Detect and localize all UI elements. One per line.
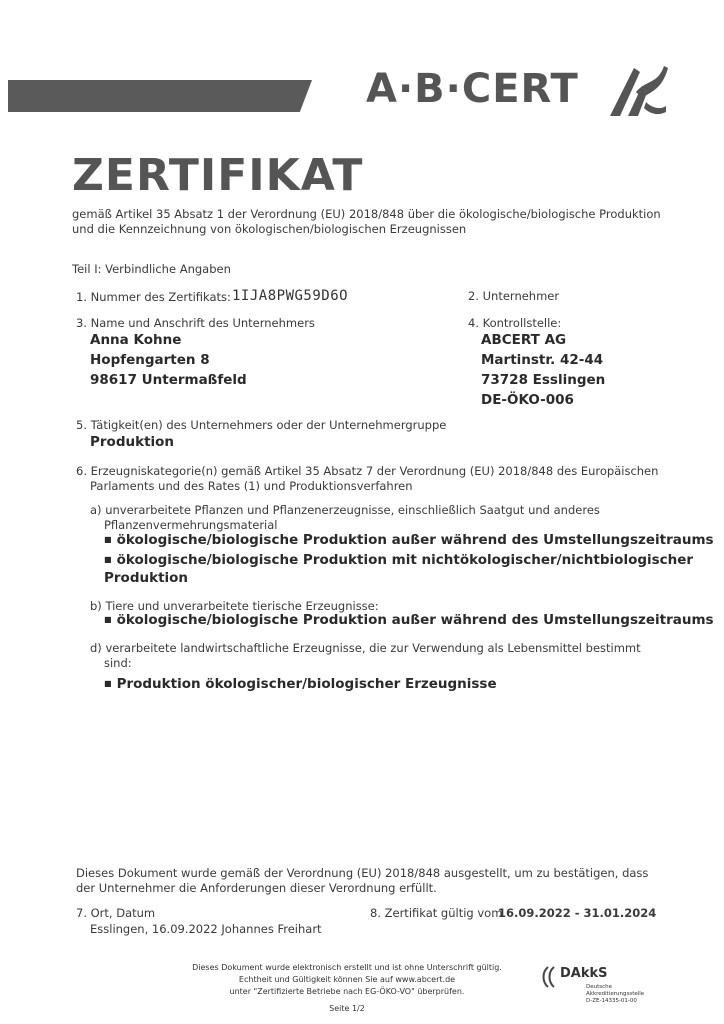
footer-line-3: unter "Zertifizierte Betriebe nach EG-ÖKO-VO" überprüfen.: [229, 987, 465, 996]
brand-name: A·B·CERT: [366, 66, 579, 112]
operator-name: Anna Kohne: [90, 332, 182, 348]
category-b-line-1: b) Tiere und unverarbeitete tierische Erzeugnisse:: [90, 599, 379, 613]
category-a-line-2: Pflanzenvermehrungsmaterial: [104, 518, 278, 532]
field-6-label-line-2: Parlaments und des Rates (1) und Produktionsverfahren: [90, 479, 413, 493]
category-a-bullet-2: ■ ökologische/biologische Produktion mit nichtökologischer/nichtbiologischer: [104, 550, 693, 570]
field-6-label-line-1: 6. Erzeugniskategorie(n) gemäß Artikel 35 Absatz 7 der Verordnung (EU) 2018/848 des Europäischen: [76, 464, 659, 478]
dakks-bracket-icon: [540, 966, 556, 988]
field-4-label: 4. Kontrollstelle:: [468, 316, 562, 330]
control-body-street: Martinstr. 42-44: [481, 352, 604, 368]
operator-street: Hopfengarten 8: [90, 352, 210, 368]
field-8-label: 8. Zertifikat gültig vom: [370, 906, 503, 920]
dakks-line-1: Deutsche: [586, 984, 613, 990]
control-body-code: DE-ÖKO-006: [481, 392, 574, 408]
page-number: Seite 1/2: [329, 1004, 365, 1013]
header-gray-bar: [8, 80, 312, 112]
activity-value: Produktion: [90, 434, 175, 450]
field-7-label: 7. Ort, Datum: [76, 906, 156, 920]
statement-line-2: der Unternehmer die Anforderungen dieser Verordnung erfüllt.: [76, 881, 437, 895]
field-2-label: 2. Unternehmer: [468, 289, 560, 303]
category-a-bullet-2-cont: Produktion: [104, 570, 189, 586]
statement-line-1: Dieses Dokument wurde gemäß der Verordnung (EU) 2018/848 ausgestellt, um zu bestätigen, dass: [76, 866, 649, 880]
part-label: Teil I: Verbindliche Angaben: [72, 262, 231, 276]
abcert-logo-icon: [606, 62, 670, 120]
dakks-line-3: D-ZE-14335-01-00: [586, 998, 637, 1004]
validity-period: 16.09.2022 - 31.01.2024: [498, 906, 657, 920]
place-date-signer: Esslingen, 16.09.2022 Johannes Freihart: [90, 922, 322, 936]
footer-line-1: Dieses Dokument wurde elektronisch erstellt und ist ohne Unterschrift gültig.: [192, 963, 502, 972]
page-title: ZERTIFIKAT: [72, 150, 364, 201]
category-b-bullet-1: ■ ökologische/biologische Produktion außer während des Umstellungszeitraums: [104, 610, 714, 630]
category-d-line-2: sind:: [104, 656, 132, 670]
field-1-label: 1. Nummer des Zertifikats:: [76, 290, 231, 304]
category-d-bullet-1: ■ Produktion ökologischer/biologischer Erzeugnisse: [104, 674, 497, 694]
subtitle-line-1: gemäß Artikel 35 Absatz 1 der Verordnung (EU) 2018/848 über die ökologische/biologische Produktion: [72, 207, 661, 221]
dakks-line-2: Akkreditierungsstelle: [586, 991, 645, 997]
dakks-name: DAkkS: [560, 966, 608, 981]
footer-line-2: Echtheit und Gültigkeit können Sie auf www.abcert.de: [238, 975, 456, 984]
field-5-label: 5. Tätigkeit(en) des Unternehmers oder der Unternehmergruppe: [76, 418, 447, 432]
field-3-label: 3. Name und Anschrift des Unternehmers: [76, 316, 315, 330]
subtitle-line-2: und die Kennzeichnung von ökologischen/biologischen Erzeugnissen: [72, 222, 467, 236]
control-body-city: 73728 Esslingen: [481, 372, 606, 388]
category-a-line-1: a) unverarbeitete Pflanzen und Pflanzenerzeugnisse, einschließlich Saatgut und anderes: [90, 503, 600, 517]
operator-city: 98617 Untermaßfeld: [90, 372, 247, 388]
control-body-name: ABCERT AG: [481, 332, 567, 348]
certificate-number: 1IJA8PWG59D6O: [232, 288, 349, 304]
category-a-bullet-1: ■ ökologische/biologische Produktion außer während des Umstellungszeitraums: [104, 530, 714, 550]
category-d-line-1: d) verarbeitete landwirtschaftliche Erzeugnisse, die zur Verwendung als Lebensmittel bestimmt: [90, 641, 641, 655]
